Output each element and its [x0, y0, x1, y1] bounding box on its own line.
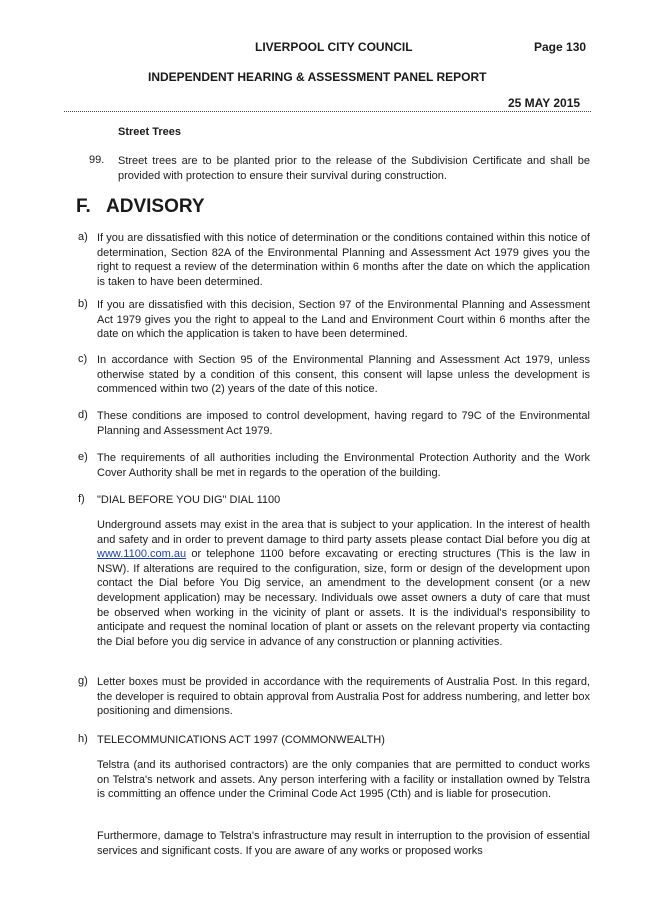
item-f-text	[97, 518, 590, 649]
report-date: 25 MAY 2015	[508, 96, 581, 110]
section-heading	[76, 196, 205, 218]
street-trees-heading: Street Trees	[118, 126, 181, 138]
dial-before-you-dig-link[interactable]: www.1100.com.au	[97, 548, 187, 561]
item-h-text-2: Furthermore, damage to Telstra's infrastructure may result in interruption to the provision of essential services and significant costs. If you are aware of any works or proposed works	[97, 830, 590, 857]
council-name: LIVERPOOL CITY COUNCIL	[255, 40, 413, 54]
item-g-label: g)	[78, 675, 88, 687]
item-h-label: h)	[78, 733, 88, 745]
item-e-text: The requirements of all authorities including the Environmental Protection Authority and the Work Cover Authority shall be met in regards to the operation of the building.	[97, 452, 590, 479]
item-d-text: These conditions are imposed to control development, having regard to 79C of the Environmental Planning and Assessment Act 1979.	[97, 410, 590, 437]
item-c-label: c)	[78, 353, 88, 365]
item-f-text-before: Underground assets may exist in the area that is subject to your application. In the interest of health and safety and in order to prevent damage to third party assets please contact Dial before you dig at	[97, 519, 590, 546]
item-b-label: b)	[78, 298, 88, 310]
item-d-label: d)	[78, 409, 88, 421]
header-divider	[64, 111, 591, 112]
item-g-text: Letter boxes must be provided in accordance with the requirements of Australia Post. In this regard, the developer is required to obtain approval from Australia Post for address numbering, and letter box positioning and dimensions.	[97, 676, 590, 718]
page-number: Page 130	[534, 40, 587, 54]
section-title: ADVISORY	[106, 196, 205, 217]
item-f-label: f)	[78, 493, 85, 505]
section-letter: F.	[76, 196, 91, 217]
item-a-text: If you are dissatisfied with this notice of determination or the conditions contained within this notice of determination, Section 82A of the Environmental Planning and Assessment Act 1979 gives you the right to request a review of the determination within 6 months after the date on which the application is taken to have been determined.	[97, 232, 590, 288]
condition-number: 99.	[89, 154, 105, 166]
item-c-text: In accordance with Section 95 of the Environmental Planning and Assessment Act 1979, unless otherwise stated by a condition of this consent, this consent will lapse unless the development is commenced within two (2) years of the date of this notice.	[97, 354, 590, 396]
item-h-text-1: Telstra (and its authorised contractors) are the only companies that are permitted to conduct works on Telstra's network and assets. Any person interfering with a facility or installation owned by Telstra is committing an offence under the Criminal Code Act 1995 (Cth) and is liable for prosecution.	[97, 759, 590, 801]
item-e-label: e)	[78, 451, 88, 463]
report-title: INDEPENDENT HEARING & ASSESSMENT PANEL REPORT	[148, 70, 487, 84]
item-f-title: "DIAL BEFORE YOU DIG" DIAL 1100	[97, 494, 281, 506]
item-f-text-after: or telephone 1100 before excavating or erecting structures (This is the law in NSW). If alterations are required to the configuration, size, form or design of the development upon contact the Dial before You Dig service, an amendment to the development consent (or a new development application) may be necessary. Individuals owe asset owners a duty of care that must be observed when working in the vicinity of plant or assets. It is the individual's responsibility to anticipate and request the nominal location of plant or assets on the relevant property via contacting the Dial before you dig service in advance of any construction or planning activities.	[97, 548, 590, 648]
condition-text: Street trees are to be planted prior to the release of the Subdivision Certificate and shall be provided with protection to ensure their survival during construction.	[118, 155, 590, 182]
item-a-label: a)	[78, 231, 88, 243]
item-h-title: TELECOMMUNICATIONS ACT 1997 (COMMONWEALTH)	[97, 734, 385, 746]
item-b-text: If you are dissatisfied with this decision, Section 97 of the Environmental Planning and Assessment Act 1979 gives you the right to appeal to the Land and Environment Court within 6 months after the date on which the application is taken to have been determined.	[97, 299, 590, 341]
